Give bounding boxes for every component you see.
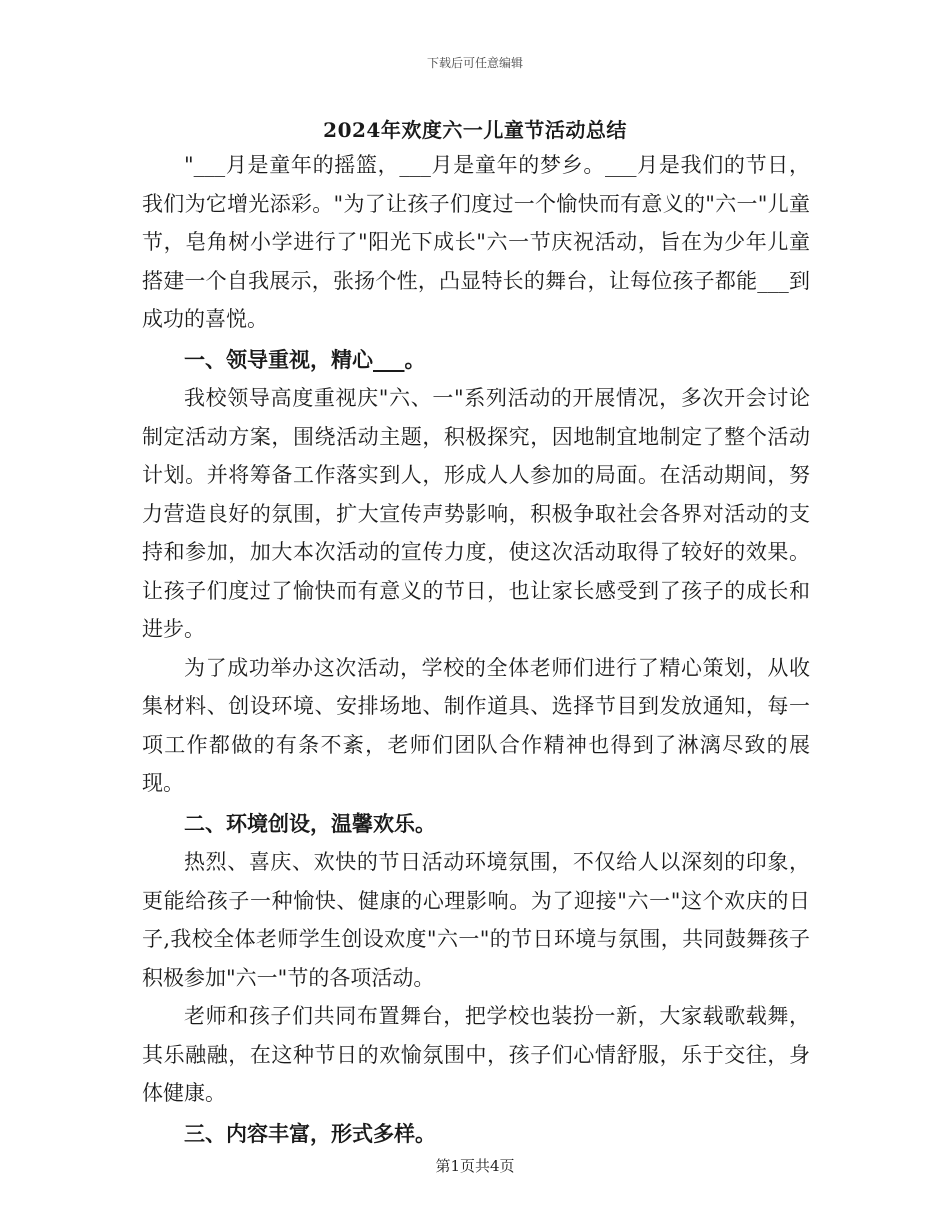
document-title: 2024年欢度六一儿童节活动总结 (323, 118, 627, 142)
paragraph-section2-a: 热烈、喜庆、欢快的节日活动环境氛围，不仅给人以深刻的印象，更能给孩子一种愉快、健康的心理影响。为了迎接"六一"这个欢庆的日子,我校全体老师学生创设欢度"六一"的节日环境与氛围，共同鼓舞孩子积极参加"六一"节的各项活动。 (142, 850, 810, 990)
paragraph-section1-a: 我校领导高度重视庆"六、一"系列活动的开展情况，多次开会讨论制定活动方案，围绕活动主题，积极探究，因地制宜地制定了整个活动计划。并将筹备工作落实到人，形成人人参加的局面。在活动期间，努力营造良好的氛围，扩大宣传声势影响，积极争取社会各界对活动的支持和参加，加大本次活动的宣传力度，使这次活动取得了较好的效果。让孩子们度过了愉快而有意义的节日，也让家长感受到了孩子的成长和进步。 (142, 386, 810, 641)
page-number: 第1页共4页 (435, 1157, 515, 1175)
paragraph-intro: "___月是童年的摇篮，___月是童年的梦乡。___月是我们的节日，我们为它增光添彩。"为了让孩子们度过一个愉快而有意义的"六一"儿童节，皂角树小学进行了"阳光下成长"六一节庆祝活动，旨在为少年儿童搭建一个自我展示，张扬个性，凸显特长的舞台，让每位孩子都能___到成功的喜悦。 (142, 153, 810, 331)
document-body (142, 146, 810, 1153)
paragraph-section2-b: 老师和孩子们共同布置舞台，把学校也装扮一新，大家载歌载舞，其乐融融，在这种节日的欢愉氛围中，孩子们心情舒服，乐于交往，身体健康。 (142, 1004, 810, 1105)
section-heading-3: 三、内容丰富，形式多样。 (184, 1120, 436, 1146)
paragraph-section1-b: 为了成功举办这次活动，学校的全体老师们进行了精心策划，从收集材料、创设环境、安排场地、制作道具、选择节目到发放通知，每一项工作都做的有条不紊，老师们团队合作精神也得到了淋漓尽致的展现。 (142, 655, 810, 795)
section-heading-2: 二、环境创设，温馨欢乐。 (184, 810, 436, 836)
page-header-note: 下载后可任意编辑 (426, 56, 523, 70)
section-heading-1: 一、领导重视，精心___。 (184, 346, 426, 372)
